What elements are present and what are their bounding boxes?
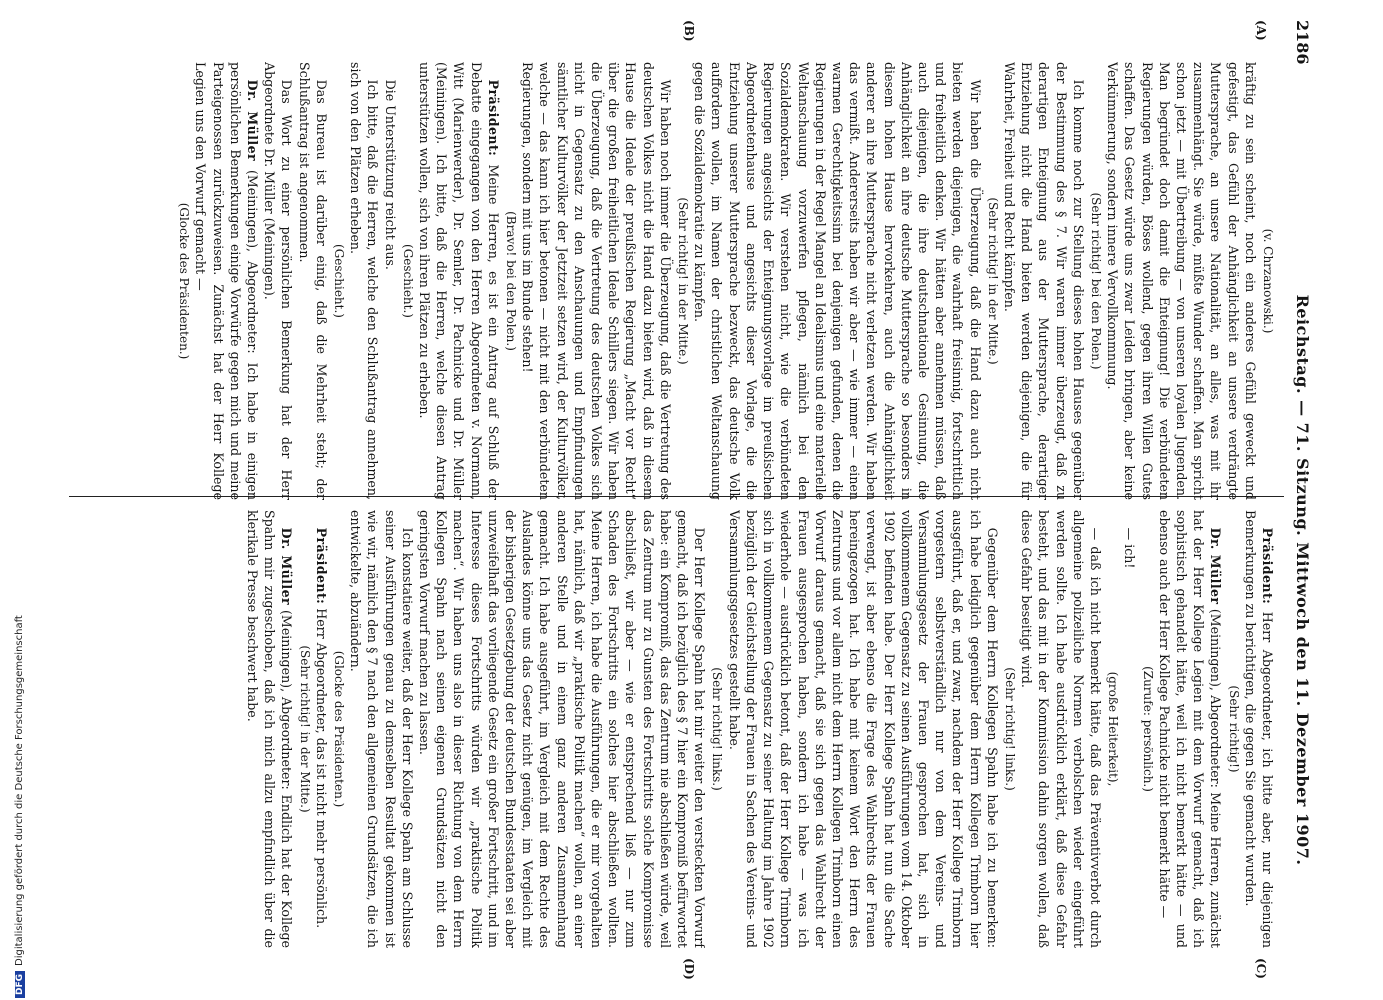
speaker-name: Präsident: [313, 527, 329, 605]
interjection: (Sehr richtig! links.) [710, 667, 725, 791]
interjection: (Sehr richtig! links.) [1002, 667, 1017, 791]
margin-mark-a: (A) [1254, 20, 1268, 41]
margin-mark-b: (B) [682, 20, 696, 42]
margin-mark-c: (C) [1254, 958, 1268, 979]
speech-text: (Meiningen), Abgeordneter: Meine Herren, zunächst hat der Herr Kollege Legien mit dem Vorwurf gemacht, daß ich sophistisch gehandelt hätte, weil ich nicht bemerkt hätte — und ebenso auch der Herr Kollege Pachnicke nicht bemerkt hätte — [1156, 510, 1224, 948]
interjection: (große Heiterkeit), [1106, 671, 1121, 787]
paragraph: Gegenüber dem Herrn Kollegen Spahn habe ich zu bemerken: ich habe lediglich gegenüber dem Herrn Kollegen Trimborn hier ausgeführt, daß er, und zwar, nachdem der Herr Kollege Trimborn vorgestern selbstverständlich nur von dem Vereins- und Versammlungsgesetz der Frauen gesprochen hat, sich in vollkommenem Gegensatz zu seinen Ausführungen vom 14. Oktober 1902 befinden habe. Der Herr Kollege Spahn hat nun die Sache verwengt, ist aber ebenso die Frage des Wahlrechts der Frauen hereingezogen hat. Ich habe mit keinem Wort den Herrn des Zentrums und vor allem nicht dem Herrn Kollegen Trimborn einen Vorwurf daraus gemacht, daß sie sich gegen das Wahlrecht der Frauen ausgesprochen haben, sondern ich habe — was ich wiederhole — ausdrücklich betont, daß der Herr Kollege Trimborn sich in vollkommenem Gegensatz zu seiner Haltung im Jahre 1902 bezüglich der Gleichstellung der Frauen in Sachen des Vereins- und Versammlungsgesetzes gestellt habe. [726, 510, 1000, 948]
speaker-name: Präsident: [1260, 527, 1275, 605]
speaker-name: Dr. Müller [245, 79, 261, 162]
speech-text: Herr Abgeordneter, das ist nicht mehr persönlich. [313, 608, 329, 929]
paragraph: Die Unterstützung reicht aus. [382, 79, 398, 270]
speech-text: Meine Herren, es ist ein Antrag auf Schluß der Debatte eingegangen von den Herren Abgeordneten v. Normann, Witt (Marienwerder), Dr. Semler, Dr. Pachnicke und Dr. Müller (Meiningen). Ich bitte, daß die Herren, welche diesen Antrag unterstützen wollen, sich von ihren Plätzen zu erheben. [417, 62, 501, 500]
dfg-logo: DFG [15, 971, 25, 998]
speaker-name: Dr. Müller [1208, 527, 1224, 605]
left-column [66, 62, 1276, 500]
speech-text: Herr Abgeordneter, ich bitte aber, nur diejenigen Bemerkungen zu berichtigen, die gegen Sie gemacht wurden. [1242, 510, 1275, 948]
interjection: (Geschieht.) [400, 244, 415, 318]
page-number: 2186 [1293, 20, 1312, 65]
paragraph: Das Bureau ist darüber einig, daß die Mehrheit steht; der Schlußantrag ist angenommen. [296, 62, 329, 500]
interjection: (Zurufe: persönlich.) [1140, 666, 1155, 792]
right-column [66, 510, 1276, 948]
interjection: (Sehr richtig! in der Mitte.) [297, 645, 312, 813]
credit-text: Digitalisierung gefördert durch die Deutsche Forschungsgemeinschaft [14, 615, 25, 966]
interjection: (Sehr richtig! in der Mitte.) [676, 197, 691, 365]
paragraph [1156, 510, 1225, 948]
margin-mark-d: (D) [682, 958, 696, 980]
paragraph: Das Wort zu einer persönlichen Bemerkung hat der Herr Abgeordnete Dr. Müller (Meiningen). [262, 62, 295, 500]
digitization-credit [14, 615, 25, 998]
paragraph: — ich! [1122, 527, 1138, 569]
paragraph: Ich komme noch zur Stellung dieses hohen Hauses gegenüber der Bestimmung des § 7. Wir waren immer überzeugt, daß zu derartigen Enteignung aus der Muttersprache, derartiger Entziehung nicht die Hand bieten werden diejenigen, die für Wahrheit, Freiheit und Recht kämpfen. [1001, 62, 1086, 500]
paragraph: Ich konstatiere weiter, daß der Herr Kollege Spahn am Schlusse seiner Ausführungen genau zu demselben Resultat gekommen ist wie wir, nämlich den § 7 nach den allgemeinen Grundsätzen, die ich entwickelte, abzuändern. [348, 510, 415, 948]
interjection: (Sehr richtig! in der Mitte.) [985, 197, 1000, 365]
interjection: (Bravo! bei den Polen.) [504, 211, 519, 351]
paragraph [192, 62, 261, 500]
interjection: (Sehr richtig!) [1226, 685, 1241, 773]
running-title: Reichstag. — 71. Sitzung. Mittwoch den 11. Dezember 1907. [1293, 294, 1312, 866]
page-header [1286, 8, 1320, 992]
interjection: (Geschieht.) [332, 244, 347, 318]
paragraph: Der Herr Kollege Spahn hat mir weiter den versteckten Vorwurf gemacht, daß ich bezüglich des § 7 hier ein Kompromiß befürwortet habe: ein Kompromiß, das das Zentrum nie abschließen würde, weil das Zentrum nur zu Gunsten des Fortschritts solche Kompromisse abschließt, wir aber — wie er entsprechend ließ — nur zum Schaden des Fortschritts ein solches hier abschließen wollten. Meine Herren, ich habe die Ausführungen, die er mir vorgehalten hat, nämlich, daß wir „praktische Politik machen“ wollen, an einer anderen Stelle und in einem ganz anderen Zusammenhang gemacht. Ich habe ausgeführt, im Vergleich mit dem Rechte des Auslandes könne uns das Gesetz nicht genügen, im Vergleich mit der bisherigen Gesetzgebung der deutschen Bundesstaaten sei aber unzweifelhaft das vorliegende Gesetz ein großer Fortschritt, und im Interesse dieses Fortschritts würden wir „praktische Politik machen“. Wir haben uns also in dieser Richtung von dem Herrn Kollegen Spahn nach seinen eigenen Grundsätzen nicht den geringsten Vorwurf machen zu lassen. [417, 510, 708, 948]
paragraph [1242, 510, 1276, 948]
speaker-name: Präsident: [485, 79, 501, 157]
interjection: (Glocke des Präsidenten.) [177, 202, 192, 360]
paragraph [244, 510, 296, 948]
speech-text: (Meiningen), Abgeordneter: Ich habe in einigen persönlichen Bemerkungen einige Vorwürfe gegen mich und meine Parteigenossen zurückzuweisen. Zunächst hat der Herr Kollege Legien uns den Vorwurf gemacht — [193, 62, 261, 500]
speaker-name: Dr. Müller [279, 527, 295, 606]
document-page [38, 0, 1328, 1000]
paragraph: Wir haben die Überzeugung, daß die Hand dazu auch nicht bieten werden diejenigen, die wahrhaft freisinnig, fortschrittlich und freiheitlich denken. Wir hätten aber annehmen müssen, daß auch diejenigen, die ihre deutschnationale Gesinnung, die Anhänglichkeit an ihre deutsche Muttersprache so besonders in diesem hohen Hause hervorkehren, auch die Anhänglichkeit anderer an ihre Muttersprache nicht verletzen werden. Wir haben das vermißt. Andererseits haben wir aber — wie immer — einen warmen Gerechtigkeitssinn bei denjenigen gefunden, denen die Regierungen in der Regel Mangel an Idealismus und eine materielle Weltanschauung vorzuwerfen pflegen, nämlich bei den Sozialdemokraten. Wir verstehen nicht, wie die verbündeten Regierungen angesichts der Enteignungsvorlage im preußischen Abgeordnetenhause und angesichts dieser Vorlage, die die Entziehung unserer Muttersprache bezweckt, das deutsche Volk auffordern wollen, im Namen der christlichen Weltanschauung gegen die Sozialdemokratie zu kämpfen. [692, 62, 983, 500]
interjection: (Sehr richtig! bei den Polen.) [1088, 192, 1103, 370]
paragraph [313, 510, 330, 948]
paragraph: kräftig zu sein scheint, noch ein anderes Gefühl geweckt und gefestigt, das Gefühl der Anhänglichkeit an unsere verdrängte Muttersprache, an unsere Nationalität, an alles, was mit ihr zusammenhängt. Sie würde, müßte Wunder schaffen. Man spricht schon jetzt — mit Übertreibung — von unseren loyalen Jugenden. Man begründet doch damit die Enteignung! Die verbündeten Regierungen würden, Böses wollend, gegen ihren Willen Gutes schaffen. Das Gesetz würde uns zwar Leiden bringen, aber keine Verkümmerung, sondern innere Vervollkommnung. [1105, 62, 1258, 500]
paragraph: — daß ich nicht bemerkt hätte, daß das Präventivverbot durch allgemeine polizeiliche Normen verbolschen wieder eingeführt werden sollte. Ich habe ausdrücklich erklärt, daß diese Gefahr besteht, und das mit in der Kommission dahin sorgen wollen, daß diese Gefahr beseitigt wird. [1019, 510, 1103, 948]
paragraph: Ich bitte, daß die Herren, welche den Schlußantrag annehmen, sich von den Plätzen erheben. [348, 62, 381, 500]
speech-text: (Meiningen), Abgeordneter: Endlich hat der Kollege Spahn mir zugeschoben, daß ich mich allzu empfindlich über die klerikale Presse beschwert habe. [245, 510, 295, 948]
paragraph [416, 62, 502, 500]
paragraph: Wir haben noch immer die Überzeugung, daß die Vertretung des deutschen Volkes nicht die Hand dazu bieten wird, daß in diesem Hause die Ideale der preußischen Regierung „Macht vor Recht“ über die großen freiheitlichen Ideale Schillers siegen. Wir haben die Überzeugung, daß die Vertretung des deutschen Volkes sich nicht in Gegensatz zu den Anschauungen und Empfindungen sämtlicher Kulturvölker der Jetztzeit setzen wird, der Kulturvölker, welche — das kann ich hier betonen — nicht mit den verbündeten Regierungen, sondern mit uns im Bunde stehen! [520, 62, 673, 500]
interjection: (Glocke des Präsidenten.) [332, 650, 347, 808]
speaker-continuation: (v. Chrzanowski.) [1261, 228, 1275, 334]
